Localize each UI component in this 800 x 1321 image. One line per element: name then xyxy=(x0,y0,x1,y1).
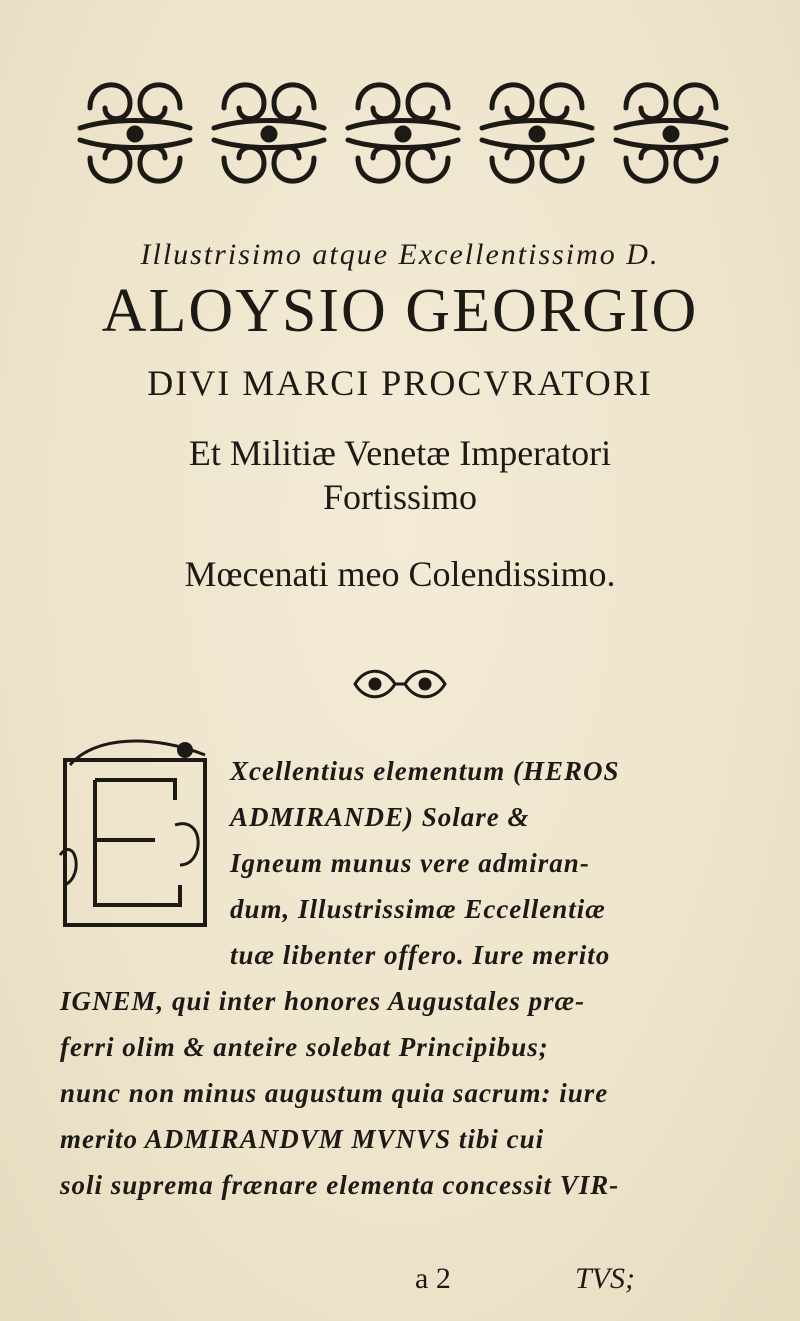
body-line: Xcellentius elementum (HEROS xyxy=(230,756,620,786)
body-line: ferri olim & anteire solebat Principibus; xyxy=(60,1032,549,1062)
fleuron-ornament xyxy=(80,85,190,181)
body-line: soli suprema frænare elementa concessit VIR- xyxy=(60,1170,620,1200)
fleuron-divider-icon xyxy=(345,662,455,706)
drop-cap-e xyxy=(55,735,215,935)
recipient-name: ALOYSIO GEORGIO xyxy=(101,277,699,345)
fleuron-ornaments xyxy=(70,68,730,198)
fleuron-divider xyxy=(345,662,455,706)
body-line: Igneum munus vere admiran- xyxy=(230,848,590,878)
ornament-band xyxy=(70,68,730,198)
recipient-title: DIVI MARCI PROCVRATORI xyxy=(147,363,653,403)
catchword: TVS; xyxy=(575,1262,635,1295)
signature-mark: a 2 xyxy=(415,1262,451,1295)
fortissimo-line: Fortissimo xyxy=(322,477,478,517)
drop-cap-e-icon xyxy=(55,735,215,935)
patron-line: Mœcenati meo Colendissimo. xyxy=(184,554,616,594)
body-line: merito ADMIRANDVM MVNVS tibi cui xyxy=(60,1124,545,1154)
body-line: tuæ libenter offero. Iure merito xyxy=(230,940,611,970)
militia-line: Et Militiæ Venetæ Imperatori xyxy=(188,433,612,473)
body-line: nunc non minus augustum quia sacrum: iure xyxy=(60,1078,609,1108)
body-line: IGNEM, qui inter honores Augustales præ- xyxy=(60,986,586,1016)
dedication-line: Illustrisimo atque Excellentissimo D. xyxy=(140,238,660,271)
body-line: dum, Illustrissimæ Eccellentiæ xyxy=(230,894,606,924)
body-line: ADMIRANDE) Solare & xyxy=(230,802,530,832)
